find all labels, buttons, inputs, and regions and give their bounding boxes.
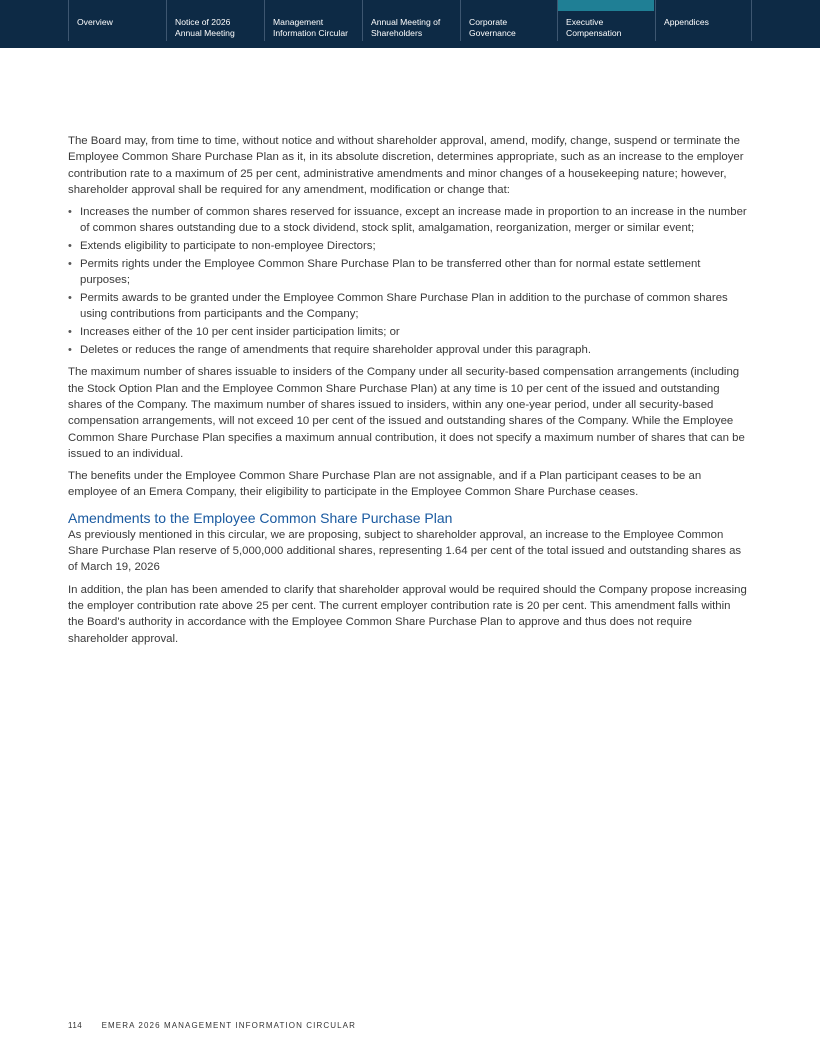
- tab-label-line2: Annual Meeting: [175, 28, 235, 38]
- list-item: [68, 204, 748, 237]
- bullet-icon: •: [68, 292, 72, 305]
- tab-label-line2: Information Circular: [273, 28, 348, 38]
- document-title: EMERA 2026 MANAGEMENT INFORMATION CIRCULAR: [101, 1021, 356, 1030]
- list-item-text: Increases the number of common shares reserved for issuance, except an increase made in proportion to an increase in the number of common shares outstanding due to a stock dividend, stock split, amalgamation, reorganization, merger or similar event;: [80, 206, 747, 235]
- contribution-rate-paragraph: In addition, the plan has been amended to clarify that shareholder approval would be required should the Company propose increasing the employer contribution rate above 25 per cent. The current employer contribution rate is 20 per cent. This amendment falls within the Board's authority in accordance with the Employee Common Share Purchase Plan to approve and thus does not require shareholder approval.: [68, 583, 747, 645]
- list-item-text: Permits rights under the Employee Common Share Purchase Plan to be transferred other than for normal estate settlement purposes;: [80, 258, 701, 287]
- tab-management-information-circular[interactable]: [264, 0, 361, 41]
- insider-limits-paragraph: The maximum number of shares issuable to insiders of the Company under all security-based compensation arrangements (including the Stock Option Plan and the Employee Common Share Purchase Plan) at any time is 10 per cent of the issued and outstanding shares of the Company. The maximum number of shares issued to insiders, within any one-year period, under all security-based compensation arrangements, will not exceed 10 per cent of the issued and outstanding shares of the Company. While the Employee Common Share Purchase Plan specifies a maximum annual contribution, it does not specify a maximum number of shares that can be issued to an individual.: [68, 366, 745, 460]
- bullet-icon: •: [68, 344, 72, 357]
- tab-label-line2: Compensation: [566, 28, 622, 38]
- intro-paragraph: The Board may, from time to time, without notice and without shareholder approval, amend, modify, change, suspend or terminate the Employee Common Share Purchase Plan as it, in its absolute discretion, determines appropriate, such as an increase to the employer contribution rate to a maximum of 25 per cent, administrative amendments and minor changes of a housekeeping nature; however, shareholder approval shall be required for any amendment, modification or change that:: [68, 135, 744, 196]
- tab-appendices[interactable]: [655, 0, 752, 41]
- list-item: [68, 290, 748, 323]
- tab-label-line1: Management: [273, 17, 324, 27]
- list-item: [68, 256, 748, 289]
- tab-notice-of-annual-meeting[interactable]: [166, 0, 263, 41]
- tab-label-line1: Corporate: [469, 17, 508, 27]
- page-footer: [68, 1021, 356, 1030]
- tab-label-line2: Shareholders: [371, 28, 423, 38]
- reserve-increase-paragraph: As previously mentioned in this circular, we are proposing, subject to shareholder approval, an increase to the Employee Common Share Purchase Plan reserve of 5,000,000 additional shares, representing 1.64 per cent of the total issued and outstanding shares as of March 19, 2026: [68, 528, 742, 574]
- section-heading: Amendments to the Employee Common Share Purchase Plan: [68, 509, 453, 526]
- bullet-icon: •: [68, 326, 72, 339]
- bullet-icon: •: [68, 258, 72, 271]
- main-content: [68, 133, 748, 653]
- list-item: [68, 324, 748, 340]
- tab-label-line2: Overview: [77, 17, 113, 27]
- list-item: [68, 342, 748, 358]
- tab-label-line1: Executive: [566, 17, 604, 27]
- page-number: 114: [68, 1021, 83, 1030]
- tab-overview[interactable]: [68, 0, 165, 41]
- list-item-text: Increases either of the 10 per cent insider participation limits; or: [80, 326, 400, 339]
- tab-label-line2: Governance: [469, 28, 516, 38]
- active-tab-indicator: [558, 0, 654, 11]
- tab-corporate-governance[interactable]: [460, 0, 557, 41]
- tab-label-line2: Appendices: [664, 17, 709, 27]
- list-item-text: Extends eligibility to participate to non-employee Directors;: [80, 240, 376, 253]
- bullet-icon: •: [68, 240, 72, 253]
- amendment-conditions-list: [68, 204, 748, 358]
- benefits-paragraph: The benefits under the Employee Common Share Purchase Plan are not assignable, and if a Plan participant ceases to be an employee of an Emera Company, their eligibility to participate in the Employee Common Share Purchase ceases.: [68, 470, 702, 499]
- bullet-icon: •: [68, 206, 72, 219]
- list-item-text: Deletes or reduces the range of amendments that require shareholder approval under this paragraph.: [80, 344, 591, 357]
- top-navigation-bar: [0, 0, 820, 48]
- tab-label-line1: Annual Meeting of: [371, 17, 441, 27]
- list-item: [68, 238, 748, 254]
- list-item-text: Permits awards to be granted under the Employee Common Share Purchase Plan in addition to the purchase of common shares using contributions from participants and the Company;: [80, 292, 728, 321]
- tab-label-line1: Notice of 2026: [175, 17, 231, 27]
- tab-executive-compensation[interactable]: [557, 0, 654, 41]
- tab-annual-meeting-of-shareholders[interactable]: [362, 0, 459, 41]
